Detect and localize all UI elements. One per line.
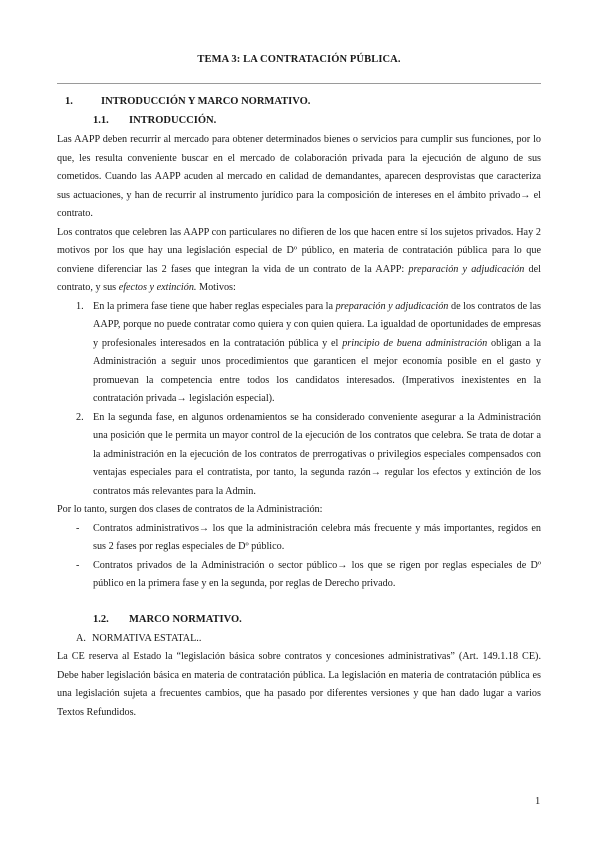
motivo-1-text-b: de los contratos de las AAPP, porque no puede contratar como quiera y con quien quiera. La igualdad de oportunidades de empresas y profesionales interesados en la contratación pública y el	[93, 300, 541, 349]
marco-paragraph-1: La CE reserva al Estado la “legislación básica sobre contratos y concesiones administrativas” (Art. 149.1.18 CE). Debe haber legislación básica en materia de contratación pública. La legislación en materia de contratación pública es una legislación sujeta a frecuentes cambios, que ha pasado por diferentes versiones y que han dado lugar a varios Textos Refundidos.	[57, 651, 541, 718]
title-divider	[57, 83, 541, 84]
motivo-1-italic-1: preparación y adjudicación	[335, 300, 449, 312]
page-number: 1	[535, 796, 541, 807]
section-number: 1.	[65, 96, 73, 107]
section-heading-1-2	[57, 611, 541, 630]
list-number: 2.	[76, 411, 84, 423]
subheading-a	[57, 630, 541, 649]
list-item	[57, 520, 541, 557]
intro-paragraph-2	[57, 224, 541, 298]
list-item	[57, 557, 541, 594]
intro-paragraph-1: Las AAPP deben recurrir al mercado para obtener determinados bienes o servicios para cumplir sus funciones, por lo que, les resulta conveniente buscar en el mercado de colaboración privada para la ejecución de alguno de sus cometidos. Cuando las AAPP acuden al mercado en calidad de demandantes, aparecen desprovistas que caracteriza sus actuaciones, y han de recurrir al instrumento jurídico para la composición de intereses en el ámbito privado→ el contrato.	[57, 134, 541, 219]
list-item	[57, 298, 541, 409]
motivos-list	[57, 298, 541, 502]
page-title: TEMA 3: LA CONTRATACIÓN PÚBLICA.	[197, 54, 401, 65]
motivo-1-text-c: obligan a la Administración a seguir unos procedimientos que garanticen el mejor economía posible en el gasto y promuevan la competencia entre todos los candidatos interesados. (Imperativos inexistentes en la contratación privada→ legislación especial).	[93, 337, 542, 404]
clases-intro: Por lo tanto, surgen dos clases de contratos de la Administración:	[57, 504, 323, 515]
intro-p2-mid: del contrato, y sus	[57, 263, 542, 293]
clase-2-text: Contratos privados de la Administración o sector público→ los que se rigen por reglas especiales de Dº público en la primera fase y en la segunda, por reglas de Derecho privado.	[93, 559, 541, 589]
motivo-1-text-a: En la primera fase tiene que haber reglas especiales para la	[93, 300, 336, 312]
section-heading-1	[57, 93, 541, 112]
intro-p2-italic-1: preparación y adjudicación	[408, 263, 525, 275]
subheading-letter: A.	[76, 632, 86, 644]
list-dash: -	[76, 559, 80, 571]
intro-p2-italic-2: efectos y extinción.	[118, 282, 197, 293]
list-item	[57, 409, 541, 502]
subsection-number: 1.1.	[93, 115, 109, 126]
clase-1-text: Contratos administrativos→ los que la administración celebra más frecuente y más importantes, regidos en sus 2 fases por reglas especiales de Dº público.	[93, 522, 541, 552]
document-body	[57, 93, 541, 722]
motivo-1-italic-2: principio de buena administración	[342, 337, 488, 349]
motivo-2-text: En la segunda fase, en algunos ordenamientos se ha considerado conveniente asegurar a la Administración una posición que le permita un mayor control de la ejecución de los contratos que celebra. Se trata de dotar a la administración en la ejecución de los contratos de prerrogativas o privilegios especiales compensados con ventajas especiales para el contratista, por tanto, la segunda razón→ regular los efectos y extinción de los contratos más relevantes para la Admin.	[93, 411, 541, 497]
clases-list	[57, 520, 541, 594]
section-heading-1-1	[57, 112, 541, 131]
subsection-title: INTRODUCCIÓN.	[129, 115, 217, 126]
subheading-title: NORMATIVA ESTATAL..	[92, 632, 202, 644]
intro-p2-end: Motivos:	[196, 282, 236, 293]
subsection-title: MARCO NORMATIVO.	[129, 613, 242, 625]
subsection-number: 1.2.	[93, 613, 109, 625]
spacer	[57, 594, 541, 611]
intro-p2-text: Los contratos que celebren las AAPP con particulares no difieren de los que hacen entre sí los sujetos privados. Hay 2 motivos por los que hay una legislación especial de Dº público, en materia de contratación pública para lo que conviene diferenciar las 2 fases que integran la vida de un contrato de la AAPP:	[57, 226, 541, 275]
section-title: INTRODUCCIÓN Y MARCO NORMATIVO.	[101, 96, 311, 107]
list-number: 1.	[76, 300, 84, 312]
list-dash: -	[76, 522, 80, 534]
